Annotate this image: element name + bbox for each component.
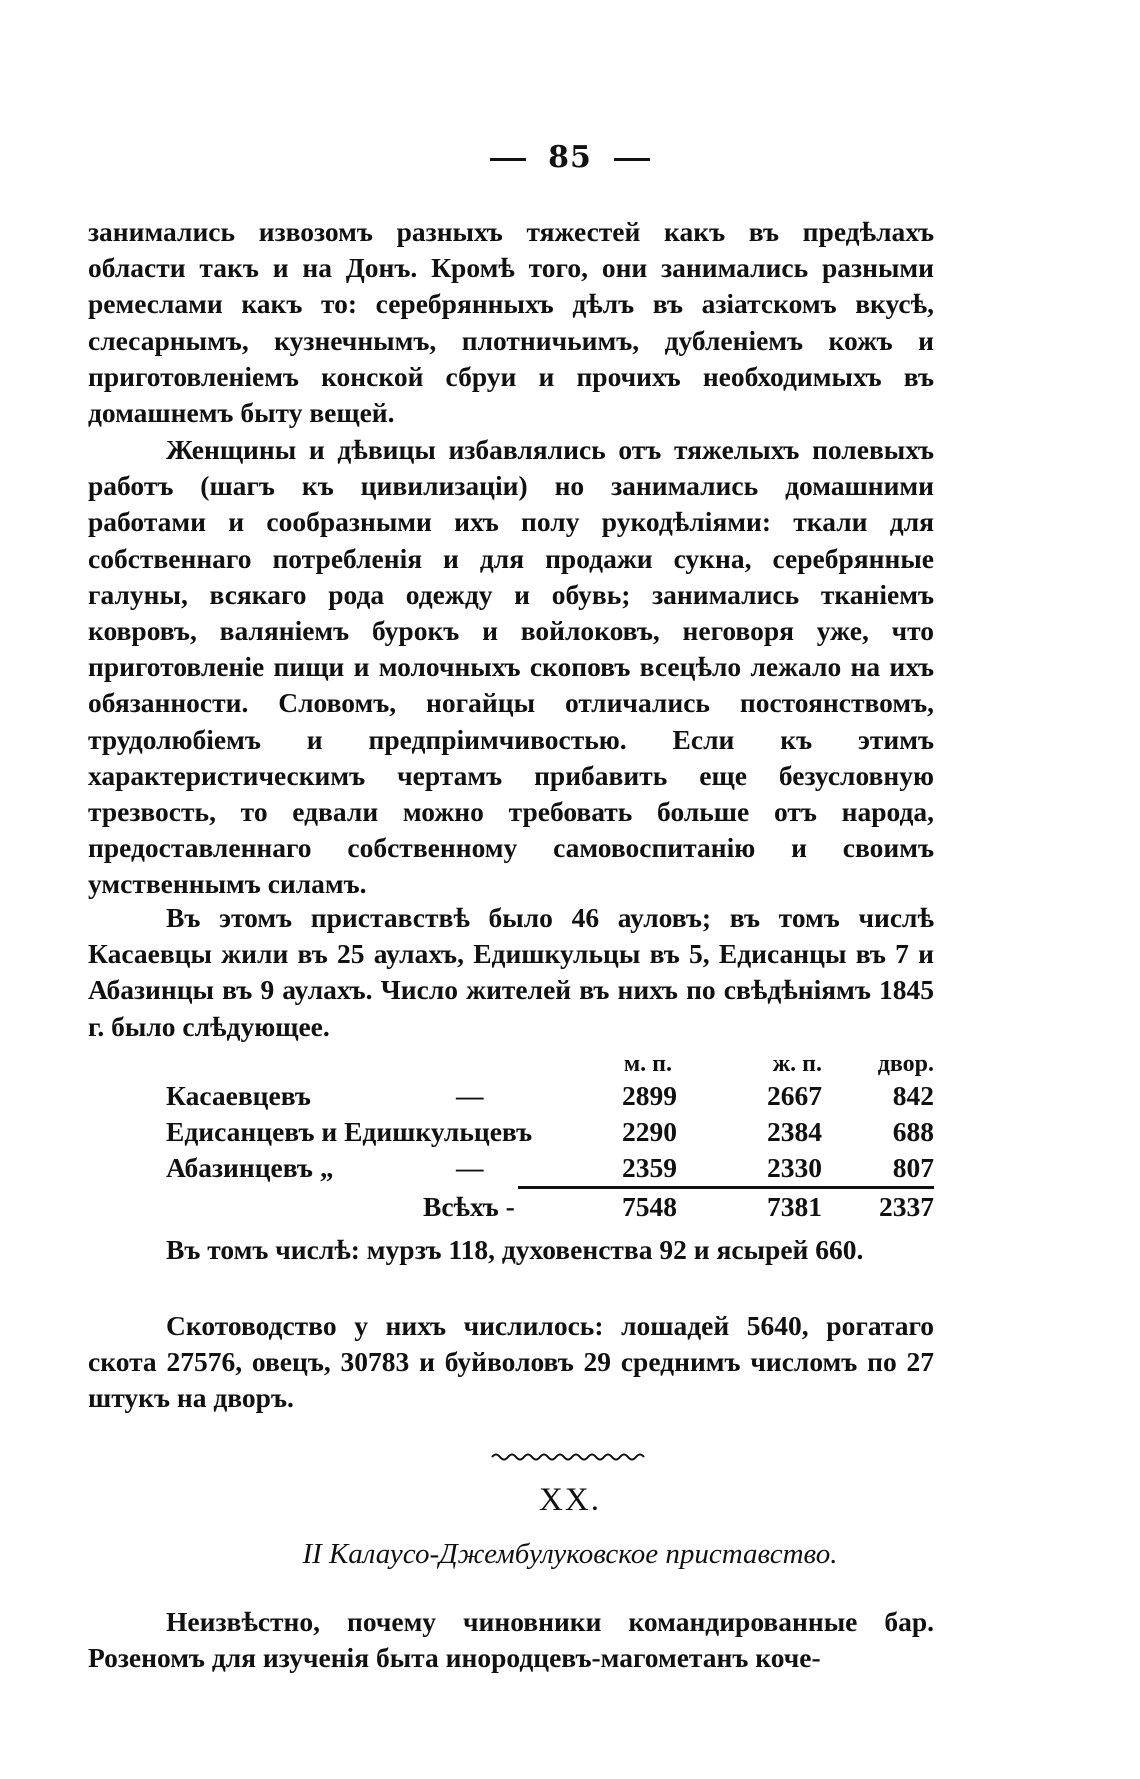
paragraph-6 (88, 1604, 934, 1676)
paragraph-4-text: Въ томъ числѣ: мурзъ 118, духовенства 92 и ясырей 660. (166, 1234, 864, 1265)
wavy-divider-ornament (0, 1448, 1140, 1467)
table-header-row (88, 1050, 934, 1078)
table-cell-male: 2359 (622, 1152, 677, 1183)
table-cell-female: 2330 (767, 1152, 822, 1183)
table-row (88, 1150, 934, 1186)
paragraph-2 (88, 432, 934, 903)
section-number: XX. (539, 1482, 601, 1518)
paragraph-5-text: Скотоводство у нихъ числилось: лошадей 5640, рогатаго скота 27576, овецъ, 30783 и буйволовъ 29 среднимъ числомъ по 27 штукъ на дворъ. (88, 1310, 934, 1414)
table-cell-households: 807 (892, 1152, 934, 1183)
table-row-mark: — (456, 1080, 484, 1111)
table-total-female: 7381 (767, 1191, 822, 1222)
table-total-households: 2337 (879, 1191, 934, 1222)
table-header-male: м. п. (623, 1051, 672, 1077)
table-header-households: двор. (877, 1051, 934, 1077)
page-number-value: 85 (548, 140, 592, 175)
table-cell-households: 842 (892, 1080, 934, 1111)
table-row-label: Едисанцевъ и Едишкульцевъ (166, 1116, 533, 1147)
paragraph-3-text: Въ этомъ приставствѣ было 46 ауловъ; въ томъ числѣ Касаевцы жили въ 25 аулахъ, Едишкульцы въ 5, Едисанцы въ 7 и Абазинцы въ 9 аулахъ. Число жителей въ нихъ по свѣдѣніямъ 1845 г. было слѣдующее. (88, 902, 934, 1042)
table-cell-male: 2899 (622, 1080, 677, 1111)
table-total-label: Всѣхъ - (423, 1191, 515, 1222)
paragraph-1 (88, 214, 934, 431)
table-row-mark: — (456, 1152, 484, 1183)
paragraph-6-text: Неизвѣстно, почему чиновники командированные бар. Розеномъ для изученія быта инородцевъ-магометанъ коче- (88, 1606, 934, 1674)
table-total-row (423, 1186, 934, 1225)
table-header-female: ж. п. (772, 1051, 822, 1077)
page-number (0, 140, 1140, 175)
population-table (88, 1050, 934, 1225)
section-title: II Калаусо-Джембулуковское приставство. (302, 1538, 838, 1570)
paragraph-1-text: занимались извозомъ разныхъ тяжестей какъ въ предѣлахъ области такъ и на Донъ. Кромѣ того, они занимались разными ремеслами какъ то: серебрянныхъ дѣлъ въ азіатскомъ вкусѣ, слесарнымъ, кузнечнымъ, плотничьимъ, дубленіемъ кожъ и приготовленіемъ конской сбруи и прочихъ необходимыхъ въ домашнемъ быту вещей. (88, 216, 934, 429)
table-cell-female: 2384 (767, 1116, 822, 1147)
table-total-male: 7548 (622, 1191, 677, 1222)
table-cell-female: 2667 (767, 1080, 822, 1111)
paragraph-4 (88, 1232, 934, 1268)
table-row (88, 1114, 934, 1150)
page-number-dash-left (490, 158, 526, 161)
table-row-label: Касаевцевъ (166, 1080, 311, 1111)
table-cell-male: 2290 (622, 1116, 677, 1147)
paragraph-2-text: Женщины и дѣвицы избавлялись отъ тяжелыхъ полевыхъ работъ (шагъ къ цивилизаціи) но занимались домашними работами и сообразными ихъ полу рукодѣліями: ткали для собственнаго потребленія и для продажи сукна, серебрянные галуны, всякаго рода одежду и обувь; занимались тканіемъ ковровъ, валяніемъ бурокъ и войлоковъ, неговоря уже, что приготовленіе пищи и молочныхъ скоповъ всецѣло лежало на ихъ обязанности. Словомъ, ногайцы отличались постоянствомъ, трудолюбіемъ и предпріимчивостью. Если къ этимъ характеристическимъ чертамъ прибавить еще безусловную трезвость, то едвали можно требовать больше отъ народа, предоставленнаго собственному самовоспитанію и своимъ умственнымъ силамъ. (88, 434, 934, 900)
wavy-line-icon (490, 1451, 650, 1463)
page-number-dash-right (614, 158, 650, 161)
table-cell-households: 688 (892, 1116, 934, 1147)
paragraph-5 (88, 1308, 934, 1417)
table-row (88, 1078, 934, 1114)
paragraph-3 (88, 900, 934, 1045)
table-row-label: Абазинцевъ „ (166, 1152, 334, 1183)
